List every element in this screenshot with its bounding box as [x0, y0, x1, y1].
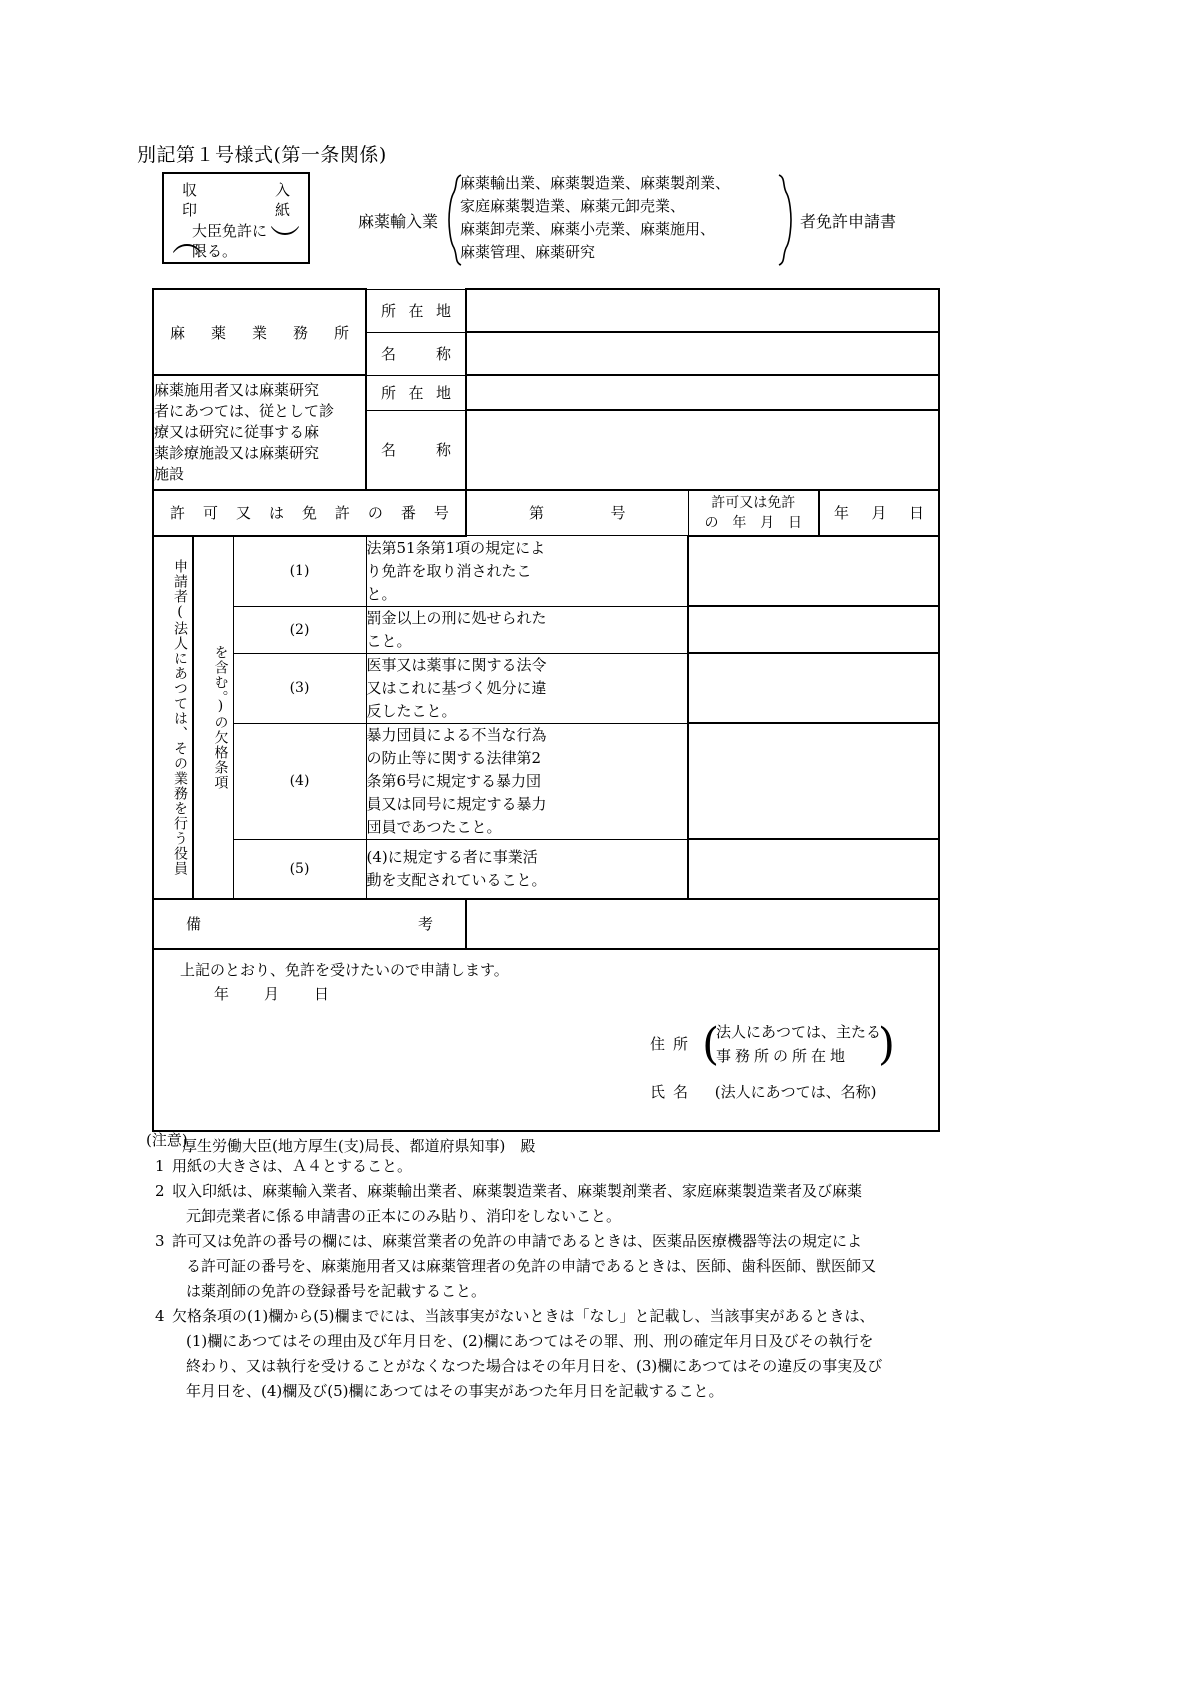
- disqual-item-text-1: [366, 536, 688, 607]
- stamp-note-line-1: 大臣免許に: [192, 222, 268, 240]
- note-2-line-0: 収入印紙は、麻薬輸入業者、麻薬輸出業者、麻薬製造業者、麻薬製剤業者、家庭麻薬製造業者及び麻薬: [172, 1182, 863, 1200]
- address-label: 住所: [650, 1034, 697, 1053]
- disqual-item-no-4: (4): [233, 723, 366, 839]
- table-row-facility-location: [153, 375, 939, 410]
- name-note: (法人にあつては、名称): [714, 1082, 877, 1101]
- brace-open-icon: ︵: [172, 224, 202, 259]
- note-3-line-1: る許可証の番号を、麻薬施用者又は麻薬管理者の免許の申請であるときは、医師、歯科医師、獣医師又: [186, 1257, 877, 1275]
- office-location-label: 所 在 地: [381, 302, 451, 320]
- kind-row-1: 家庭麻薬製造業、麻薬元卸売業、: [460, 197, 686, 215]
- remarks-label-left: 備: [186, 915, 202, 933]
- brace-close-icon: ︶: [270, 224, 300, 259]
- facility-location-label-cell: [366, 375, 466, 410]
- stamp-note: [164, 221, 308, 261]
- table-row-declaration: [153, 949, 939, 1131]
- facility-name-input[interactable]: [466, 410, 939, 490]
- facility-label-line-1: 者にあつては、従として診: [154, 401, 335, 420]
- declaration-date-line[interactable]: 年 月 日: [214, 984, 340, 1003]
- remarks-label-cell: [153, 899, 466, 949]
- stamp-note-line-2: 限る。: [192, 242, 238, 260]
- table-row-disqual-5: [153, 839, 939, 899]
- table-row-disqual-1: [153, 536, 939, 607]
- disqual-4-line-2: 条第6号に規定する暴力団: [366, 771, 542, 790]
- note-4-line-2: 終わり、又は執行を受けることがなくなつた場合はその年月日を、(3)欄にあつてはその違反の事実及び: [186, 1357, 883, 1375]
- office-label-cell: [153, 289, 366, 375]
- disqual-item-no-2: (2): [233, 606, 366, 653]
- license-kind-primary: 麻薬輸入業: [358, 212, 439, 231]
- addressee-line: 厚生労働大臣(地方厚生(支)局長、都道府県知事) 殿: [182, 1136, 536, 1155]
- note-4-line-1: (1)欄にあつてはその理由及び年月日を、(2)欄にあつてはその罪、刑、刑の確定年月日及びその執行を: [186, 1332, 874, 1350]
- note-item-1: [146, 1154, 976, 1179]
- disqual-5-line-0: (4)に規定する者に事業活: [366, 847, 538, 866]
- license-number-label: 許 可 又 は 免 許 の 番 号: [170, 504, 449, 522]
- disqual-3-input[interactable]: [688, 653, 939, 723]
- brace-open-icon: (: [702, 1018, 720, 1070]
- note-item-2: [146, 1179, 976, 1229]
- facility-label-line-0: 麻薬施用者又は麻薬研究: [154, 380, 320, 399]
- facility-name-label-cell: [366, 410, 466, 490]
- disqual-vert-wrap-2: [194, 637, 233, 798]
- note-number-1: 1: [155, 1157, 165, 1175]
- stamp-char-shu: 収: [182, 181, 198, 199]
- disqual-item-no-5: (5): [233, 839, 366, 899]
- disqual-item-no-1: (1): [233, 536, 366, 607]
- kind-row-3: 麻薬管理、麻薬研究: [460, 243, 596, 261]
- brace-close-large-icon: [778, 174, 792, 266]
- address-note-line-2: 事務所の所在地: [716, 1046, 850, 1065]
- disqual-vert-text-2: を含む。)の欠格条項: [212, 644, 229, 790]
- name-label: 氏名: [650, 1082, 697, 1101]
- table-row-license-number: [153, 490, 939, 536]
- license-date-value-cell[interactable]: [819, 490, 939, 536]
- disqual-vertical-label-col1: [153, 536, 193, 899]
- facility-location-label: 所 在 地: [381, 384, 451, 402]
- office-location-label-cell: [366, 289, 466, 332]
- note-number-2: 2: [155, 1182, 165, 1200]
- table-row-disqual-2: [153, 606, 939, 653]
- stamp-char-nyu: 入: [274, 181, 290, 199]
- title-row: [150, 172, 940, 272]
- table-row-disqual-3: [153, 653, 939, 723]
- disqual-1-line-0: 法第51条第1項の規定によ: [366, 538, 546, 557]
- kind-row-2: 麻薬卸売業、麻薬小売業、麻薬施用、: [460, 220, 716, 238]
- license-kind-list: [460, 172, 780, 264]
- notes-section: [146, 1128, 976, 1404]
- declaration-statement: 上記のとおり、免許を受けたいので申請します。: [180, 960, 509, 979]
- office-location-input[interactable]: [466, 289, 939, 332]
- note-1-line-0: 用紙の大きさは、Ａ４とすること。: [172, 1157, 413, 1175]
- facility-label-line-2: 療又は研究に従事する麻: [154, 422, 320, 441]
- kind-row-0: 麻薬輸出業、麻薬製造業、麻薬製剤業、: [460, 174, 731, 192]
- notes-title: (注意): [146, 1131, 188, 1149]
- disqual-vert-wrap-1: [154, 551, 192, 884]
- address-note-brace: [702, 1020, 895, 1068]
- note-body-3: [172, 1229, 976, 1304]
- note-body-1: [172, 1154, 976, 1179]
- note-2-line-1: 元卸売業者に係る申請書の正本にのみ貼り、消印をしないこと。: [186, 1207, 622, 1225]
- disqual-4-line-4: 団員であつたこと。: [366, 817, 502, 836]
- facility-label-line-4: 施設: [154, 464, 185, 483]
- facility-label-line-3: 薬診療施設又は麻薬研究: [154, 443, 320, 462]
- disqual-1-input[interactable]: [688, 536, 939, 607]
- office-name-label: 名 称: [381, 345, 451, 363]
- brace-close-icon: ): [877, 1018, 896, 1070]
- note-body-4: [172, 1304, 976, 1404]
- remarks-label-right: 考: [417, 915, 433, 933]
- disqual-3-line-2: 反したこと。: [366, 701, 457, 720]
- form-number: 別記第１号様式(第一条関係): [137, 144, 387, 166]
- disqual-2-input[interactable]: [688, 606, 939, 653]
- disqual-vert-text-1: 申請者(法人にあつては、その業務を行う役員: [172, 558, 188, 876]
- disqual-5-line-1: 動を支配されていること。: [366, 870, 547, 889]
- disqual-item-text-4: [366, 723, 688, 839]
- office-name-input[interactable]: [466, 332, 939, 375]
- stamp-char-shi: 紙: [274, 201, 290, 219]
- table-row-office-location: [153, 289, 939, 332]
- license-number-value-cell[interactable]: [466, 490, 688, 536]
- license-date-value-label: 年 月 日: [834, 504, 925, 522]
- office-label: 麻 薬 業 務 所: [170, 323, 349, 342]
- application-title-suffix: 者免許申請書: [800, 212, 897, 231]
- note-item-3: [146, 1229, 976, 1304]
- disqual-vertical-label-col2: [193, 536, 233, 899]
- disqual-4-line-3: 員又は同号に規定する暴力: [366, 794, 547, 813]
- revenue-stamp-box: [162, 172, 310, 264]
- name-row: [650, 1080, 928, 1104]
- stamp-char-in: 印: [182, 201, 198, 219]
- office-name-label-cell: [366, 332, 466, 375]
- disqual-4-line-1: の防止等に関する法律第2: [366, 748, 542, 767]
- note-4-line-0: 欠格条項の(1)欄から(5)欄までには、当該事実がないときは「なし」と記載し、当該事実があるときは、: [172, 1307, 875, 1325]
- disqual-item-text-5: [366, 839, 688, 899]
- facility-label-cell: [153, 375, 366, 490]
- disqual-3-line-1: 又はこれに基づく処分に違: [366, 678, 547, 697]
- facility-name-label: 名 称: [381, 441, 451, 459]
- disqual-3-line-0: 医事又は薬事に関する法令: [366, 655, 547, 674]
- table-row-remarks: [153, 899, 939, 949]
- disqual-4-line-0: 暴力団員による不当な行為: [366, 725, 547, 744]
- disqual-4-input[interactable]: [688, 723, 939, 839]
- note-number-3: 3: [155, 1232, 165, 1250]
- disqual-1-line-2: と。: [366, 584, 397, 603]
- address-row: [650, 1020, 928, 1068]
- disqual-5-input[interactable]: [688, 839, 939, 899]
- license-number-label-cell: [153, 490, 466, 536]
- remarks-input[interactable]: [466, 899, 939, 949]
- license-date-label-line-2: の 年 月 日: [704, 514, 802, 531]
- license-number-value-label: 第 号: [529, 504, 626, 523]
- disqual-2-line-0: 罰金以上の刑に処せられた: [366, 608, 547, 627]
- license-date-label-line-1: 許可又は免許: [711, 494, 796, 511]
- note-item-4: [146, 1304, 976, 1404]
- facility-location-input[interactable]: [466, 375, 939, 410]
- note-body-2: [172, 1179, 976, 1229]
- disqual-2-line-1: こと。: [366, 631, 412, 650]
- stamp-line-1: [164, 180, 308, 200]
- address-note-line-1: 法人にあつては、主たる: [716, 1022, 882, 1041]
- note-3-line-0: 許可又は免許の番号の欄には、麻薬営業者の免許の申請であるときは、医薬品医療機器等法の規定によ: [172, 1232, 863, 1250]
- remarks-label: [154, 913, 465, 934]
- disqual-item-text-3: [366, 653, 688, 723]
- disqual-item-no-3: (3): [233, 653, 366, 723]
- license-date-label-cell: [688, 490, 819, 536]
- table-row-disqual-4: [153, 723, 939, 839]
- disqual-item-text-2: [366, 606, 688, 653]
- stamp-line-2: [164, 200, 308, 220]
- note-3-line-2: は薬剤師の免許の登録番号を記載すること。: [186, 1282, 487, 1300]
- note-number-4: 4: [155, 1307, 165, 1325]
- note-4-line-3: 年月日を、(4)欄及び(5)欄にあつてはその事実があつた年月日を記載すること。: [186, 1382, 724, 1400]
- disqual-1-line-1: り免許を取り消されたこ: [366, 561, 532, 580]
